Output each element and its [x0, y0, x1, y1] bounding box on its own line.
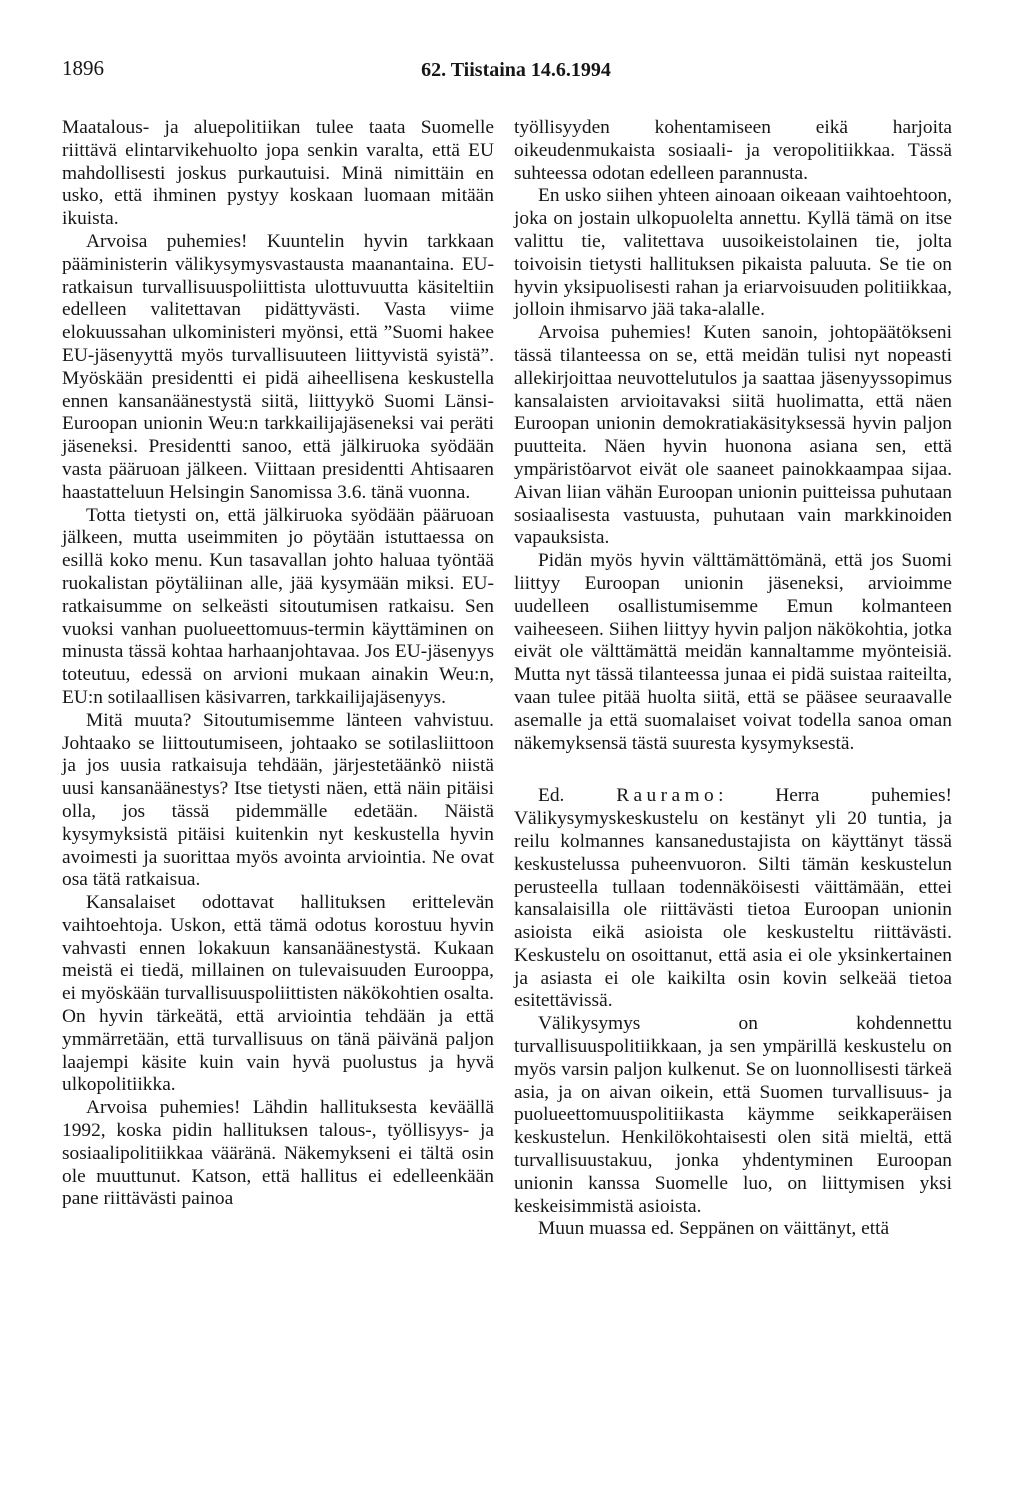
paragraph: En usko siihen yhteen ainoaan oikeaan vaihtoehtoon, joka on jostain ulkopuolelta annettu. Kyllä tämä on itse valittu tie, valitettava uusoikeistolainen tie, jolta toivoisin tietysti hallituksen pikaista paluuta. Se tie on hyvin yksipuolisesti rahan ja eriarvoisuuden politiikkaa, jolloin ihmisarvo jää taka-alalle.	[514, 185, 952, 321]
speaker-paragraph	[514, 785, 952, 1013]
paragraph: Arvoisa puhemies! Lähdin hallituksesta keväällä 1992, koska pidin hallituksen talous-, työllisyys- ja sosiaalipolitiikkaa vääränä. Näkemykseni ei tältä osin ole muuttunut. Katson, että hallitus ei edelleenkään pane riittävästi painoa	[62, 1097, 494, 1210]
paragraph: Muun muassa ed. Seppänen on väittänyt, että	[538, 1218, 890, 1240]
paragraph: Kansalaiset odottavat hallituksen erittelevän vaihtoehtoja. Uskon, että tämä odotus korostuu hyvin vahvasti ennen lokakuun kansanäänestystä. Kukaan meistä ei tiedä, millainen on tulevaisuuden Eurooppa, ei myöskään turvallisuuspoliittisten näkökohtien osalta. On hyvin tärkeätä, että arviointia tehdään ja että ymmärretään, että turvallisuus on tänä päivänä paljon laajempi käsite kuin vain hyvä puolustus ja hyvä ulkopolitiikka.	[62, 892, 494, 1096]
page-header-title: 62. Tiistaina 14.6.1994	[421, 59, 611, 81]
speaker-prefix: Ed.	[538, 785, 617, 807]
paragraph: työllisyyden kohentamiseen eikä harjoita oikeudenmukaista sosiaali- ja veropolitiikkaa. Tässä suhteessa odotan edelleen parannusta.	[514, 117, 952, 184]
left-column	[62, 117, 494, 1211]
paragraph: Arvoisa puhemies! Kuuntelin hyvin tarkkaan pääministerin välikysymysvastausta maanantaina. EU-ratkaisun turvallisuuspoliittista ulottuvuutta käsiteltiin edelleen valitettavan pidättyvästi. Vasta viime elokuussahan ulkoministeri myönsi, että ”Suomi hakee EU-jäsenyyttä myös turvallisuuteen liittyvistä syistä”. Myöskään presidentti ei pidä aiheellisena keskustella ennen kansanäänestystä siitä, liittyykö Suomi Länsi-Euroopan unionin Weu:n tarkkailijajäseneksi vai peräti jäseneksi. Presidentti sanoo, että jälkiruoka syödään vasta pääruoan jälkeen. Viittaan presidentti Ahtisaaren haastatteluun Helsingin Sanomissa 3.6. tänä vuonna.	[62, 230, 494, 503]
paragraph: Mitä muuta? Sitoutumisemme länteen vahvistuu. Johtaako se liittoutumiseen, johtaako se sotilasliittoon ja jos uusia ratkaisuja tehdään, järjestetäänkö niistä uusi kansanäänestys? Itse tietysti näen, että näin pitäisi olla, jos tässä pidemmälle edetään. Näistä kysymyksistä pitäisi kuitenkin nyt keskustella hyvin avoimesti ja suorittaa myös avointa arviointia. Ne ovat osa tätä ratkaisua.	[62, 709, 494, 891]
paragraph: Pidän myös hyvin välttämättömänä, että jos Suomi liittyy Euroopan unionin jäseneksi, arvioimme uudelleen osallistumisemme Emun kolmanteen vaiheeseen. Siihen liittyy hyvin paljon näkökohtia, jotka eivät ole välttämättä meidän kannaltamme myönteisiä. Mutta nyt tässä tilanteessa junaa ei pidä suistaa raiteilta, vaan tulee pitää huolta siitä, että se pääsee seuraavalle asemalle ja että suomalaiset voivat todella sanoa oman näkemyksensä tästä suuresta kysymyksestä.	[514, 550, 952, 754]
right-column	[514, 117, 952, 1241]
paragraph: Välikysymys on kohdennettu turvallisuuspolitiikkaan, ja sen ympärillä keskustelu on myös varsin paljon kulkenut. Se on luonnollisesti tärkeä asia, ja on aivan oikein, että Suomen turvallisuus- ja puolueettomuuspolitiikasta käymme seikkaperäisen keskustelun. Henkilökohtaisesti olen sitä mieltä, että turvallisuustakuu, jonka yhdentyminen Euroopan unionin kanssa Suomelle luo, on liittymisen yksi keskeisimmistä asioista.	[514, 1013, 952, 1217]
speaker-name: Rauramo	[616, 785, 719, 807]
speaker-text: : Herra puhemies! Välikysymyskeskustelu on kestänyt yli 20 tuntia, ja reilu kolmannes kansanedustajista on käyttänyt tässä keskustelussa puheenvuoron. Silti tämän keskustelun perusteella tullaan todennäköisesti väittämään, ettei kansalaisilla ole riittävästi tietoa Euroopan unionin asioista eikä asioista ole keskusteltu riittävästi. Keskustelu on osoittanut, että asia ei ole yksinkertainen ja asiasta ei ole kaikilta osin kovin selkeää tietoa esitettävissä.	[514, 785, 952, 1012]
paragraph: Maatalous- ja aluepolitiikan tulee taata Suomelle riittävä elintarvikehuolto jopa senkin varalta, että EU mahdollisesti joskus purkautuisi. Minä nimittäin en usko, että ihminen pystyy koskaan luomaan mitään ikuista.	[62, 117, 494, 230]
page-number: 1896	[62, 56, 104, 80]
paragraph: Arvoisa puhemies! Kuten sanoin, johtopäätökseni tässä tilanteessa on se, että meidän tulisi nyt nopeasti allekirjoittaa neuvottelutulos ja saattaa jäsenyyssopimus kansalaisten arvioitavaksi siitä huolimatta, että näen Euroopan unionin demokratiakäsityksessä hyvin paljon puutteita. Näen hyvin huonona asiana sen, että ympäristöarvot eivät ole saaneet painokkaampaa sijaa. Aivan liian vähän Euroopan unionin puitteissa puhutaan sosiaalisesta vastuusta, puhutaan vain markkinoiden vapauksista.	[514, 322, 952, 549]
paragraph: Totta tietysti on, että jälkiruoka syödään pääruoan jälkeen, mutta useimmiten jo pöytään istuttaessa on esillä koko menu. Kun tasavallan johto haluaa työntää ruokalistan pöytäliinan alle, jää kysymään miksi. EU-ratkaisumme on selkeästi sitoutumisen ratkaisu. Sen vuoksi vanhan puolueettomuus-termin käyttäminen on minusta tässä kohtaa harhaanjohtavaa. Jos EU-jäsenyys toteutuu, edessä on arvioni mukaan ainakin Weu:n, EU:n sotilaallisen käsivarren, tarkkailijajäsenyys.	[62, 504, 494, 708]
